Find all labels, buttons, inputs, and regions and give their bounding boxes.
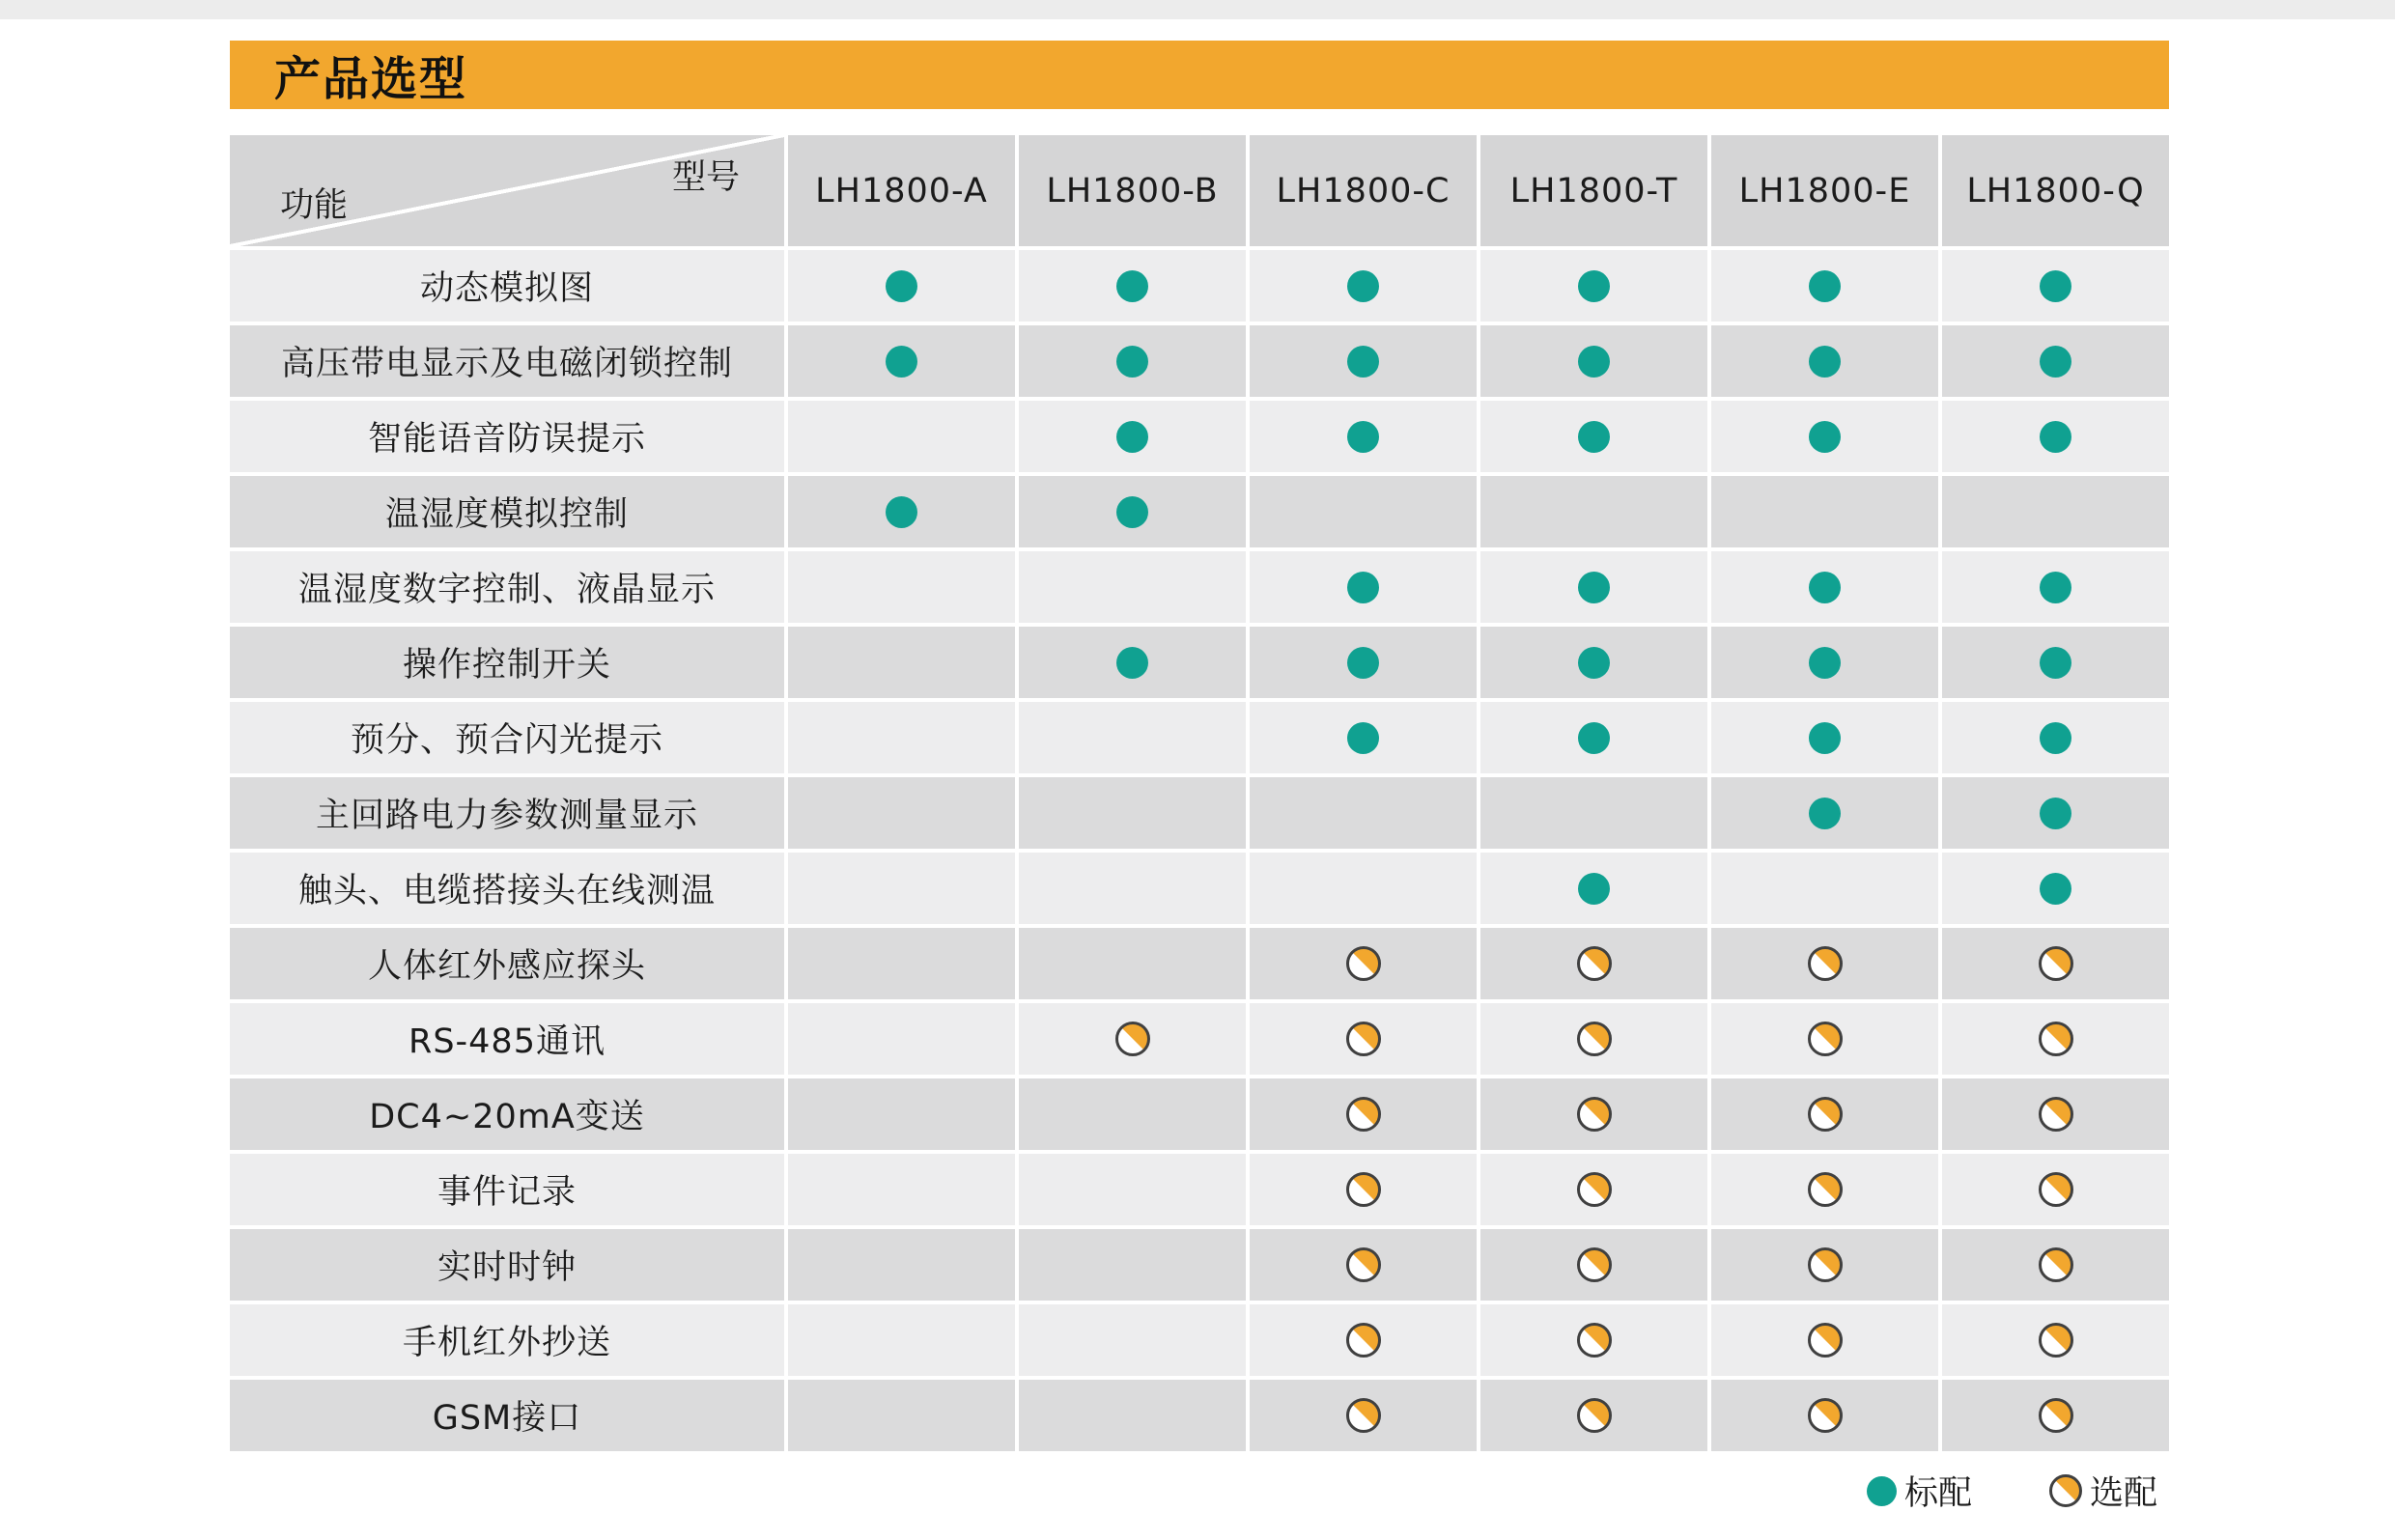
column-header-lh1800-b: LH1800-B: [1019, 135, 1246, 246]
feature-cell: [1480, 476, 1707, 547]
feature-cell: [1711, 1078, 1938, 1150]
standard-dot-icon: [1867, 1476, 1897, 1506]
feature-cell: [788, 1304, 1015, 1376]
feature-cell: [1711, 1304, 1938, 1376]
column-header-lh1800-t: LH1800-T: [1480, 135, 1707, 246]
row-label: 温湿度模拟控制: [230, 476, 784, 547]
column-header-lh1800-q: LH1800-Q: [1942, 135, 2169, 246]
corner-label-model: 型号: [671, 158, 740, 197]
optional-dot-icon: [1808, 1398, 1843, 1433]
optional-dot-icon: [1346, 1398, 1381, 1433]
feature-cell: [1711, 627, 1938, 698]
feature-cell: [1480, 551, 1707, 623]
standard-dot-icon: [886, 346, 917, 378]
row-label: DC4~20mA变送: [230, 1078, 784, 1150]
feature-cell: [1480, 401, 1707, 472]
standard-dot-icon: [1347, 270, 1379, 302]
feature-cell: [1250, 1154, 1477, 1225]
row-label: 主回路电力参数测量显示: [230, 777, 784, 849]
standard-dot-icon: [1116, 496, 1148, 528]
feature-cell: [1480, 1154, 1707, 1225]
feature-cell: [1250, 1380, 1477, 1451]
optional-dot-icon: [1808, 1247, 1843, 1282]
row-label: 预分、预合闪光提示: [230, 702, 784, 773]
feature-cell: [1250, 250, 1477, 322]
optional-dot-icon: [2039, 1172, 2073, 1207]
optional-dot-icon: [1808, 1097, 1843, 1132]
feature-cell: [1942, 702, 2169, 773]
feature-cell: [1480, 1003, 1707, 1075]
standard-dot-icon: [1809, 798, 1841, 829]
feature-cell: [788, 250, 1015, 322]
standard-dot-icon: [1116, 270, 1148, 302]
optional-dot-icon: [1577, 1097, 1612, 1132]
standard-dot-icon: [1578, 270, 1610, 302]
feature-cell: [788, 1078, 1015, 1150]
feature-cell: [1019, 325, 1246, 397]
feature-cell: [1942, 476, 2169, 547]
standard-dot-icon: [1809, 647, 1841, 679]
feature-cell: [1250, 1304, 1477, 1376]
standard-dot-icon: [1809, 270, 1841, 302]
optional-dot-icon: [1115, 1022, 1150, 1056]
feature-cell: [1019, 928, 1246, 999]
standard-dot-icon: [1347, 421, 1379, 453]
feature-cell: [1019, 250, 1246, 322]
row-label: 触头、电缆搭接头在线测温: [230, 853, 784, 924]
feature-cell: [1942, 928, 2169, 999]
feature-cell: [1250, 551, 1477, 623]
optional-dot-icon: [2039, 1398, 2073, 1433]
feature-cell: [1019, 1380, 1246, 1451]
feature-cell: [788, 551, 1015, 623]
feature-cell: [1250, 401, 1477, 472]
feature-cell: [1942, 777, 2169, 849]
optional-dot-icon: [1346, 1172, 1381, 1207]
feature-cell: [1711, 928, 1938, 999]
row-label: 手机红外抄送: [230, 1304, 784, 1376]
feature-cell: [1942, 627, 2169, 698]
standard-dot-icon: [1578, 647, 1610, 679]
column-header-lh1800-e: LH1800-E: [1711, 135, 1938, 246]
feature-cell: [1480, 627, 1707, 698]
standard-dot-icon: [1578, 572, 1610, 603]
standard-dot-icon: [1116, 346, 1148, 378]
standard-dot-icon: [1809, 722, 1841, 754]
feature-cell: [1942, 853, 2169, 924]
feature-cell: [1480, 1229, 1707, 1301]
standard-dot-icon: [2040, 873, 2071, 905]
row-label: GSM接口: [230, 1380, 784, 1451]
row-label: RS-485通讯: [230, 1003, 784, 1075]
feature-cell: [1711, 476, 1938, 547]
feature-cell: [788, 1003, 1015, 1075]
standard-dot-icon: [2040, 421, 2071, 453]
feature-cell: [1019, 853, 1246, 924]
optional-dot-icon: [1577, 1172, 1612, 1207]
feature-cell: [1019, 551, 1246, 623]
standard-dot-icon: [1347, 346, 1379, 378]
product-selection-section: [230, 41, 2169, 1515]
optional-dot-icon: [1808, 1323, 1843, 1358]
feature-cell: [1711, 401, 1938, 472]
standard-dot-icon: [1809, 421, 1841, 453]
optional-dot-icon: [1577, 1247, 1612, 1282]
feature-cell: [1019, 1003, 1246, 1075]
column-header-lh1800-c: LH1800-C: [1250, 135, 1477, 246]
feature-cell: [1019, 1304, 1246, 1376]
feature-cell: [788, 1380, 1015, 1451]
standard-dot-icon: [2040, 572, 2071, 603]
feature-cell: [1942, 1154, 2169, 1225]
optional-dot-icon: [2039, 1247, 2073, 1282]
feature-cell: [1250, 476, 1477, 547]
feature-cell: [1942, 1003, 2169, 1075]
row-label: 智能语音防误提示: [230, 401, 784, 472]
feature-cell: [1711, 1229, 1938, 1301]
feature-cell: [788, 325, 1015, 397]
standard-dot-icon: [886, 496, 917, 528]
feature-cell: [1942, 1304, 2169, 1376]
optional-dot-icon: [1808, 1172, 1843, 1207]
feature-cell: [1250, 1003, 1477, 1075]
feature-cell: [788, 627, 1015, 698]
row-label: 温湿度数字控制、液晶显示: [230, 551, 784, 623]
standard-dot-icon: [1809, 346, 1841, 378]
feature-cell: [788, 401, 1015, 472]
feature-cell: [1711, 325, 1938, 397]
page-top-edge: [0, 0, 2395, 19]
standard-dot-icon: [1578, 421, 1610, 453]
row-label: 动态模拟图: [230, 250, 784, 322]
optional-dot-icon: [1346, 1097, 1381, 1132]
standard-dot-icon: [2040, 647, 2071, 679]
feature-cell: [1250, 627, 1477, 698]
standard-dot-icon: [2040, 270, 2071, 302]
legend-item-optional: [2049, 1467, 2157, 1515]
feature-cell: [1019, 1229, 1246, 1301]
feature-cell: [1019, 476, 1246, 547]
optional-dot-icon: [2039, 1022, 2073, 1056]
feature-cell: [1480, 1380, 1707, 1451]
feature-cell: [1250, 702, 1477, 773]
feature-cell: [1942, 401, 2169, 472]
feature-cell: [1711, 1380, 1938, 1451]
product-selection-table: [230, 135, 2169, 1451]
feature-cell: [1942, 325, 2169, 397]
standard-dot-icon: [2040, 798, 2071, 829]
feature-cell: [1250, 777, 1477, 849]
legend-standard-label: 标配: [1903, 1474, 1972, 1513]
optional-dot-icon: [1577, 1323, 1612, 1358]
feature-cell: [1019, 1078, 1246, 1150]
feature-cell: [1711, 702, 1938, 773]
feature-cell: [1942, 551, 2169, 623]
optional-dot-icon: [2039, 1097, 2073, 1132]
row-label: 事件记录: [230, 1154, 784, 1225]
feature-cell: [788, 702, 1015, 773]
optional-dot-icon: [1346, 1323, 1381, 1358]
standard-dot-icon: [1578, 722, 1610, 754]
feature-cell: [1019, 777, 1246, 849]
feature-cell: [788, 853, 1015, 924]
standard-dot-icon: [1116, 647, 1148, 679]
optional-dot-icon: [1346, 946, 1381, 981]
feature-cell: [1019, 702, 1246, 773]
feature-cell: [788, 476, 1015, 547]
title-bar: [230, 41, 2169, 109]
optional-dot-icon: [2039, 946, 2073, 981]
feature-cell: [1019, 1154, 1246, 1225]
optional-dot-icon: [1808, 946, 1843, 981]
feature-cell: [1711, 1154, 1938, 1225]
feature-cell: [788, 928, 1015, 999]
feature-cell: [788, 777, 1015, 849]
feature-cell: [1019, 401, 1246, 472]
optional-dot-icon: [1346, 1247, 1381, 1282]
table-corner-cell: [230, 135, 784, 246]
feature-cell: [1480, 928, 1707, 999]
feature-cell: [1942, 1078, 2169, 1150]
standard-dot-icon: [1578, 346, 1610, 378]
standard-dot-icon: [2040, 346, 2071, 378]
feature-cell: [1480, 853, 1707, 924]
optional-dot-icon: [1577, 1398, 1612, 1433]
standard-dot-icon: [1578, 873, 1610, 905]
feature-cell: [1711, 250, 1938, 322]
feature-cell: [1480, 250, 1707, 322]
feature-cell: [1480, 1078, 1707, 1150]
feature-cell: [1711, 777, 1938, 849]
standard-dot-icon: [886, 270, 917, 302]
row-label: 人体红外感应探头: [230, 928, 784, 999]
optional-dot-icon: [1577, 946, 1612, 981]
optional-dot-icon: [1577, 1022, 1612, 1056]
feature-cell: [1480, 777, 1707, 849]
feature-cell: [1480, 325, 1707, 397]
feature-cell: [788, 1229, 1015, 1301]
standard-dot-icon: [1347, 572, 1379, 603]
feature-cell: [788, 1154, 1015, 1225]
row-label: 实时时钟: [230, 1229, 784, 1301]
feature-cell: [1019, 627, 1246, 698]
feature-cell: [1250, 928, 1477, 999]
feature-cell: [1250, 853, 1477, 924]
standard-dot-icon: [1347, 647, 1379, 679]
feature-cell: [1711, 1003, 1938, 1075]
optional-dot-icon: [2049, 1474, 2082, 1507]
feature-cell: [1480, 1304, 1707, 1376]
optional-dot-icon: [1808, 1022, 1843, 1056]
feature-cell: [1250, 1078, 1477, 1150]
feature-cell: [1942, 1229, 2169, 1301]
feature-cell: [1711, 853, 1938, 924]
legend-item-standard: [1867, 1467, 1972, 1515]
row-label: 操作控制开关: [230, 627, 784, 698]
page-title: 产品选型: [274, 52, 468, 106]
legend-optional-label: 选配: [2089, 1474, 2157, 1513]
feature-cell: [1942, 250, 2169, 322]
optional-dot-icon: [2039, 1323, 2073, 1358]
feature-cell: [1250, 325, 1477, 397]
corner-label-function: 功能: [280, 186, 349, 225]
standard-dot-icon: [1347, 722, 1379, 754]
feature-cell: [1942, 1380, 2169, 1451]
row-label: 高压带电显示及电磁闭锁控制: [230, 325, 784, 397]
legend: [230, 1467, 2169, 1515]
feature-cell: [1480, 702, 1707, 773]
feature-cell: [1250, 1229, 1477, 1301]
column-header-lh1800-a: LH1800-A: [788, 135, 1015, 246]
feature-cell: [1711, 551, 1938, 623]
standard-dot-icon: [2040, 722, 2071, 754]
optional-dot-icon: [1346, 1022, 1381, 1056]
standard-dot-icon: [1116, 421, 1148, 453]
standard-dot-icon: [1809, 572, 1841, 603]
